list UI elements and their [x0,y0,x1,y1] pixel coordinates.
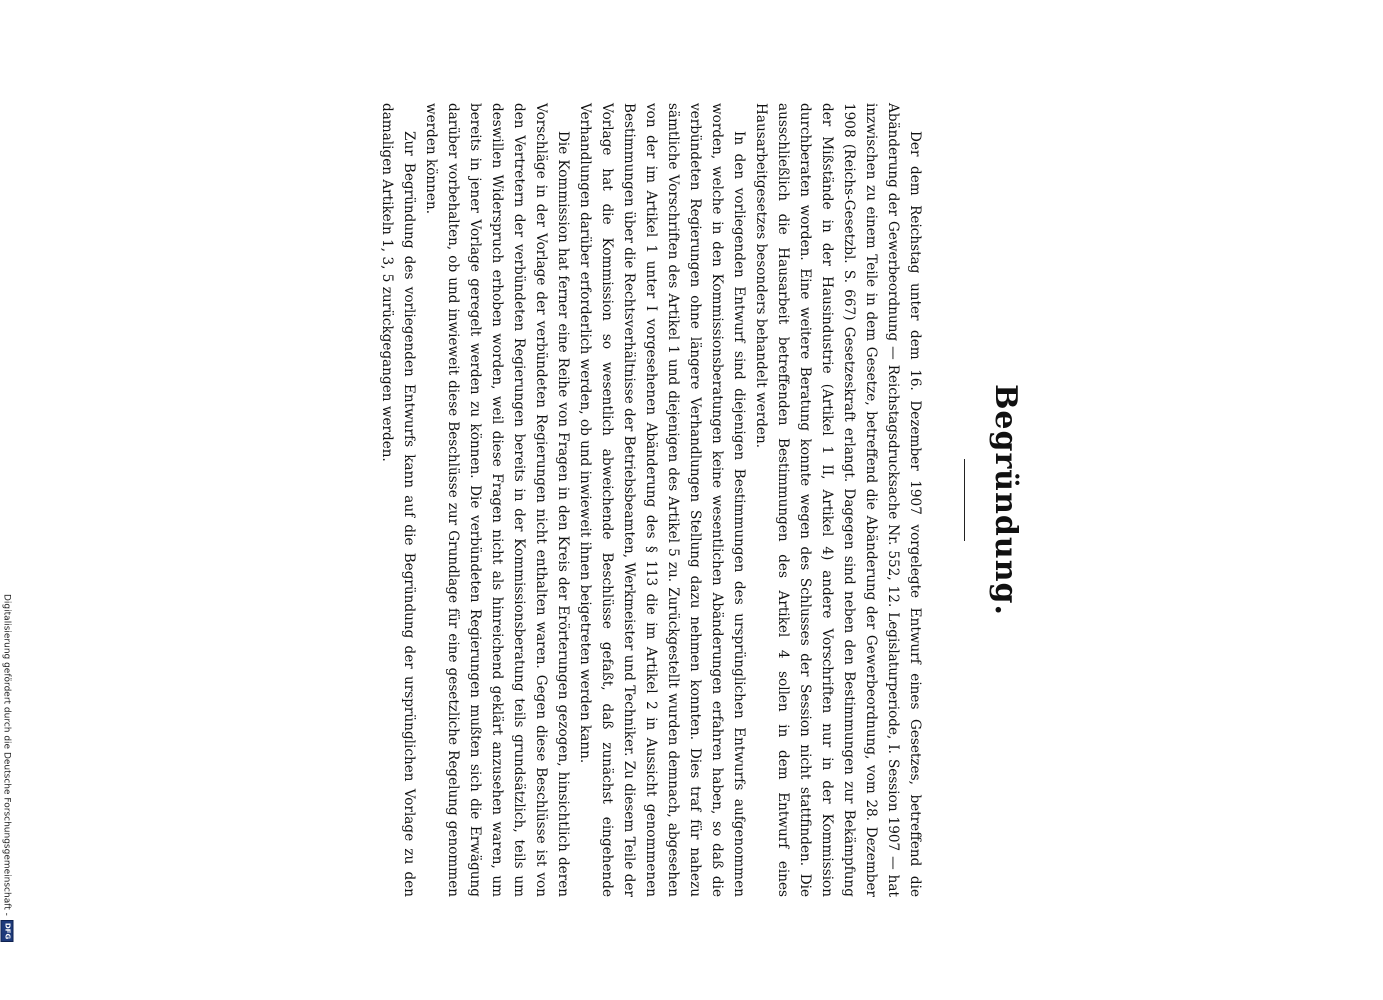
digitization-credit-text-wrap [1,594,14,994]
digitization-credit-text: Digitalisierung gefördert durch die Deutsche Forschungsgemeinschaft - [2,594,12,916]
page-title: Begründung. [988,384,1023,616]
paragraph: In den vorliegenden Entwurf sind diejenigen Bestimmungen des ursprünglichen Entwurfs aufgenommen worden, welche in den Kommissionsberatungen keine wesentlichen Abänderungen erfahren haben, so daß die verbündeten Regierungen ohne längere Verhandlungen Stellung dazu nehmen konnten. Dies traf für nahezu sämtliche Vorschriften des Artikel 1 und diejenigen des Artikel 5 zu. Zurückgestellt wurden demnach, abgesehen von der im Artikel 1 unter I vorgesehenen Abänderung des § 113 die im Artikel 2 in Aussicht genommenen Bestimmungen über die Rechtsverhältnisse der Betriebsbeamten, Werkmeister und Techniker. Zu diesem Teile der Vorlage hat die Kommission so wesentlich abweichende Beschlüsse gefaßt, daß zunächst eingehende Verhandlungen darüber erforderlich werden, ob und inwieweit ihnen beigetreten werden kann. [577,103,747,897]
title-divider [964,459,965,541]
paragraph: Der dem Reichstag unter dem 16. Dezember 1907 vorgelegte Entwurf eines Gesetzes, betreffend die Abänderung der Gewerbeordnung — Reichstagsdrucksache Nr. 552, 12. Legislaturperiode, I. Session 1907 — hat inzwischen zu einem Teile in dem Gesetze, betreffend die Abänderung der Gewerbeordnung, vom 28. Dezember 1908 (Reichs-Gesetzbl. S. 667) Gesetzeskraft erlangt. Dagegen sind neben den Bestimmungen zur Bekämpfung der Mißstände in der Hausindustrie (Artikel 1 II, Artikel 4) andere Vorschriften nur in der Kommission durchberaten worden. Eine weitere Beratung konnte wegen des Schlusses der Session nicht stattfinden. Die ausschließlich die Hausarbeit betreffenden Bestimmungen des Artikel 4 sollen in dem Entwurf eines Hausarbeitgesetzes besonders behandelt werden. [753,103,923,897]
body-text [376,103,926,897]
document-page [285,85,1045,915]
digitization-credit [1,594,13,994]
dfg-logo-icon: DFG [1,920,14,942]
paragraph: Zur Begründung des vorliegenden Entwurfs kann auf die Begründung der ursprünglichen Vorlage zu den damaligen Artikeln 1, 3, 5 zurückgegangen werden. [379,103,417,897]
paragraph: Die Kommission hat ferner eine Reihe von Fragen in den Kreis der Erörterungen gezogen, hinsichtlich deren Vorschläge in der Vorlage der verbündeten Regierungen nicht enthalten waren. Gegen diese Beschlüsse ist von den Vertretern der verbündeten Regierungen bereits in der Kommissionsberatung teils grundsätzlich, teils um deswillen Widerspruch erhoben worden, weil diese Fragen nicht als hinreichend geklärt anzusehen waren, um bereits in jener Vorlage geregelt werden zu können. Die verbündeten Regierungen mußten sich die Erwägung darüber vorbehalten, ob und inwieweit diese Beschlüsse zur Grundlage für eine gesetzliche Regelung genommen werden können. [423,103,571,897]
